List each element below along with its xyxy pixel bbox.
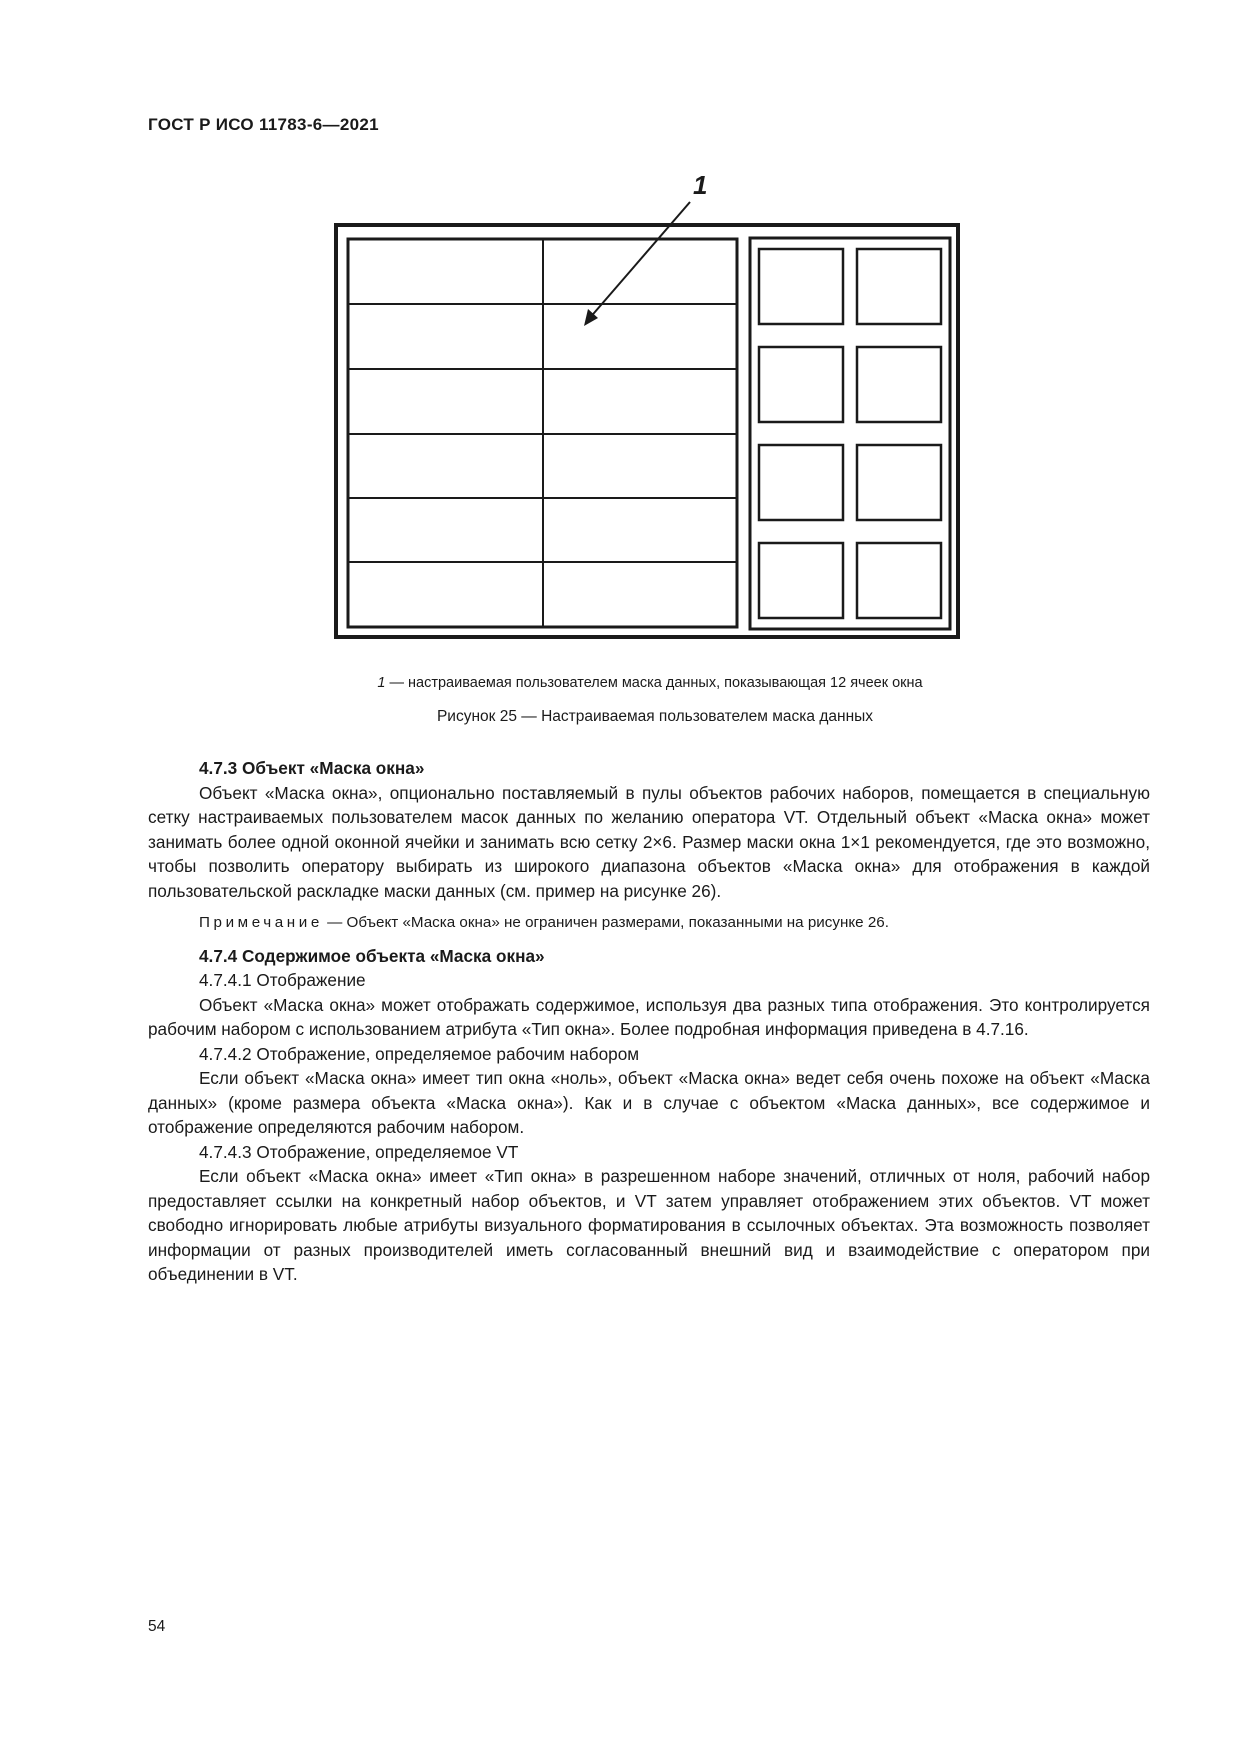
soft-key-cell bbox=[857, 347, 941, 422]
soft-key-cell bbox=[759, 249, 843, 324]
soft-key-cell bbox=[759, 347, 843, 422]
paragraph-4-7-4-1: Объект «Маска окна» может отображать содержимое, используя два разных типа отображения. Это контролируется рабочим набором с использованием атрибута «Тип окна». Более подробная информация приведена в 4.7.16. bbox=[148, 994, 1150, 1039]
figure-25-data-mask bbox=[330, 170, 970, 660]
paragraph-4-7-4-2: Если объект «Маска окна» имеет тип окна «ноль», объект «Маска окна» ведет себя очень похоже на объект «Маска данных» (кроме размера объекта «Маска окна»). Как и в случае с объектом «Маска данных», все содержимое и отображение определяются рабочим набором. bbox=[148, 1068, 1150, 1137]
paragraph-4-7-4-3: Если объект «Маска окна» имеет «Тип окна» в разрешенном наборе значений, отличных от ноля, рабочий набор предоставляет ссылки на конкретный набор объектов, и VT затем управляет отображением этих объектов. VT может свободно игнорировать любые атрибуты визуального форматирования в ссылочных объектах. Эта возможность позволяет информации от разных производителей иметь согласованный внешний вид и взаимодействие с оператором при объединении в VT. bbox=[148, 1166, 1150, 1284]
subheading-4-7-4-3: 4.7.4.3 Отображение, определяемое VT bbox=[199, 1141, 519, 1162]
outer-frame bbox=[336, 225, 958, 637]
heading-4-7-4: 4.7.4 Содержимое объекта «Маска окна» bbox=[199, 945, 545, 966]
data-mask-grid bbox=[348, 239, 737, 627]
soft-key-cell bbox=[857, 249, 941, 324]
callout-arrow-line bbox=[588, 202, 690, 320]
main-text bbox=[148, 756, 1150, 1287]
page-number: 54 bbox=[148, 1618, 166, 1635]
note-text: — Объект «Маска окна» не ограничен размерами, показанными на рисунке 26. bbox=[322, 914, 889, 931]
soft-key-cell bbox=[759, 445, 843, 520]
legend-text: — настраиваемая пользователем маска данных, показывающая 12 ячеек окна bbox=[385, 675, 923, 691]
soft-key-cell bbox=[857, 445, 941, 520]
soft-key-cell bbox=[759, 543, 843, 618]
heading-4-7-3: 4.7.3 Объект «Маска окна» bbox=[199, 758, 425, 778]
paragraph-4-7-3: Объект «Маска окна», опционально поставляемый в пулы объектов рабочих наборов, помещается в специальную сетку настраиваемых пользователем масок данных по желанию оператора VT. Отдельный объект «Маска окна» может занимать более одной оконной ячейки и занимать всю сетку 2×6. Размер маски окна 1×1 рекомендуется, где это возможно, чтобы позволить оператору выбирать из широкого диапазона объектов «Маска окна» для отображения в каждой пользовательской раскладке маски данных (см. пример на рисунке 26). bbox=[148, 782, 1150, 901]
soft-key-panel bbox=[750, 238, 950, 629]
subheading-4-7-4-1: 4.7.4.1 Отображение bbox=[199, 970, 366, 990]
standard-header: ГОСТ Р ИСО 11783-6—2021 bbox=[148, 115, 379, 134]
figure-caption: Рисунок 25 — Настраиваемая пользователем маска данных bbox=[436, 708, 874, 725]
note-label: Примечание bbox=[199, 914, 323, 931]
legend-number: 1 bbox=[377, 675, 386, 691]
callout-number: 1 bbox=[693, 170, 708, 200]
note bbox=[148, 911, 1150, 936]
figure-legend bbox=[0, 675, 1240, 691]
soft-key-cell bbox=[857, 543, 941, 618]
subheading-4-7-4-2: 4.7.4.2 Отображение, определяемое рабочим набором bbox=[199, 1043, 640, 1064]
